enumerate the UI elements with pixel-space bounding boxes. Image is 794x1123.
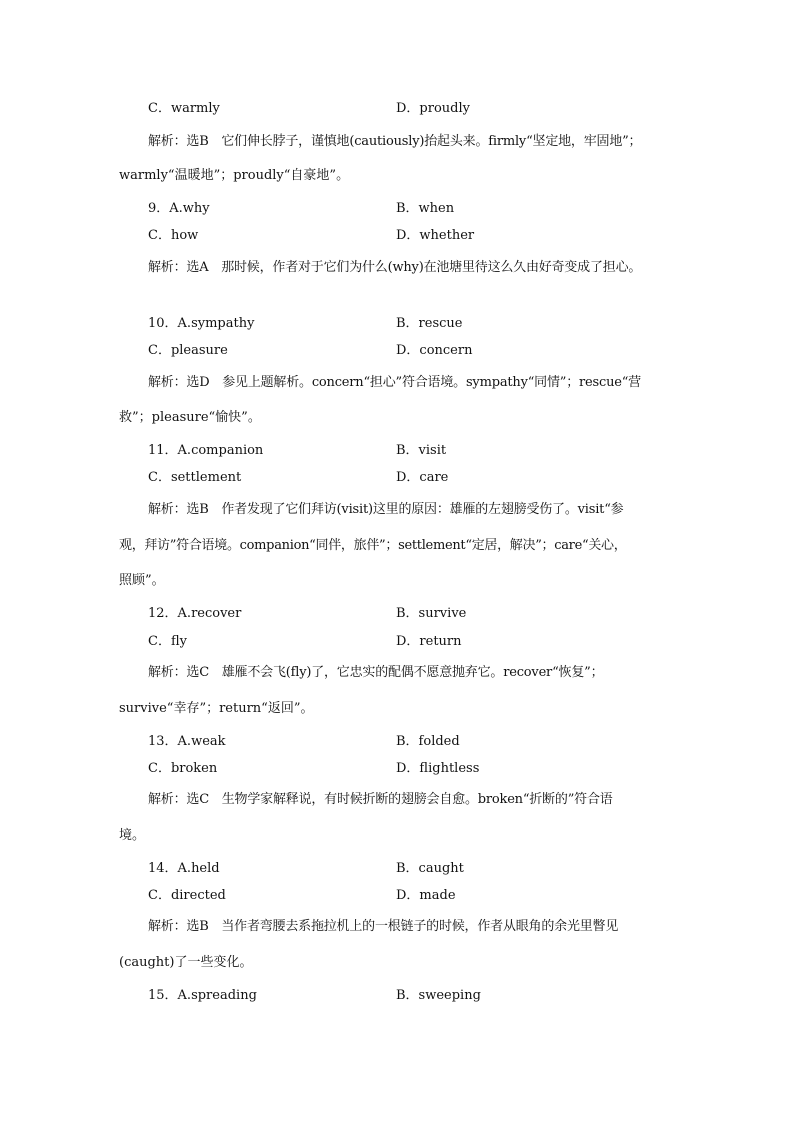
q12-option-b: B．survive	[396, 606, 467, 621]
q14-option-c: C．directed	[148, 888, 226, 903]
q13-option-a: 13．A.weak	[148, 734, 226, 749]
q10-option-a: 10．A.sympathy	[148, 316, 255, 331]
q14-explanation-line1: 解析：选B 当作者弯腰去系拖拉机上的一根链子的时候，作者从眼角的余光里瞥见	[148, 919, 619, 934]
q12-explanation-line1: 解析：选C 雄雁不会飞(fly)了，它忠实的配偶不愿意抛弃它。recover“恢复”；	[148, 665, 604, 680]
q10-option-d: D．concern	[396, 343, 473, 358]
q15-option-a: 15．A.spreading	[148, 988, 257, 1003]
q11-explanation-line1: 解析：选B 作者发现了它们拜访(visit)这里的原因：雄雁的左翅膀受伤了。visit“参	[148, 502, 624, 517]
q13-explanation-line1: 解析：选C 生物学家解释说，有时候折断的翅膀会自愈。broken“折断的”符合语	[148, 792, 613, 807]
q13-option-b: B．folded	[396, 734, 460, 749]
q13-option-c: C．broken	[148, 761, 218, 776]
q9-explanation-line1: 解析：选A 那时候，作者对于它们为什么(why)在池塘里待这么久由好奇变成了担心。	[148, 260, 642, 275]
q13-explanation-line2: 境。	[119, 828, 146, 843]
q13-option-d: D．flightless	[396, 761, 480, 776]
q11-explanation-line3: 照顾”。	[119, 573, 165, 588]
q11-option-a: 11．A.companion	[148, 443, 264, 458]
q12-option-d: D．return	[396, 634, 462, 649]
q9-option-b: B．when	[396, 201, 455, 216]
q12-option-c: C．fly	[148, 634, 187, 649]
q9-option-d: D．whether	[396, 228, 475, 243]
q11-option-c: C．settlement	[148, 470, 242, 485]
q8-explanation-line2: warmly“温暖地”；proudly“自豪地”。	[119, 168, 350, 183]
q8-option-c: C．warmly	[148, 101, 220, 116]
q11-option-b: B．visit	[396, 443, 447, 458]
q10-explanation-line1: 解析：选D 参见上题解析。concern“担心”符合语境。sympathy“同情”；rescue“营	[148, 375, 641, 390]
q11-explanation-line2: 观，拜访”符合语境。companion“同伴，旅伴”；settlement“定居，解决”；care“关心，	[119, 538, 627, 553]
q15-option-b: B．sweeping	[396, 988, 481, 1003]
q10-option-b: B．rescue	[396, 316, 463, 331]
q14-option-b: B．caught	[396, 861, 464, 876]
q8-option-d: D．proudly	[396, 101, 470, 116]
q9-option-c: C．how	[148, 228, 199, 243]
q10-option-c: C．pleasure	[148, 343, 228, 358]
q12-option-a: 12．A.recover	[148, 606, 242, 621]
q9-option-a: 9．A.why	[148, 201, 210, 216]
q8-explanation-line1: 解析：选B 它们伸长脖子，谨慎地(cautiously)抬起头来。firmly“坚定地，牢固地”；	[148, 134, 642, 149]
q14-option-d: D．made	[396, 888, 456, 903]
q10-explanation-line2: 救”；pleasure“愉快”。	[119, 410, 261, 425]
q14-option-a: 14．A.held	[148, 861, 220, 876]
q14-explanation-line2: (caught)了一些变化。	[119, 955, 253, 970]
q12-explanation-line2: survive“幸存”；return“返回”。	[119, 701, 314, 716]
q11-option-d: D．care	[396, 470, 449, 485]
